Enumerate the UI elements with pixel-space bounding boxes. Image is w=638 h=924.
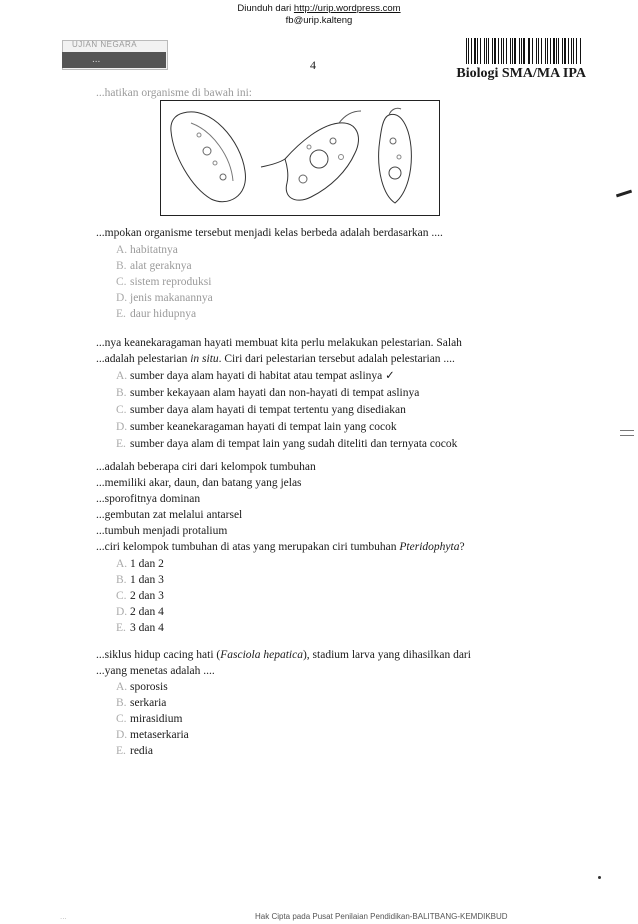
- q4-option-a: [116, 680, 168, 695]
- barcode-bar: [556, 38, 557, 64]
- q3-option-a-text: 1 dan 2: [130, 558, 164, 570]
- q2-line2-italic: in situ: [190, 353, 219, 365]
- q4-option-d-text: metaserkaria: [130, 729, 189, 741]
- barcode-bar: [510, 38, 511, 64]
- source-prefix: Diunduh dari: [237, 3, 294, 14]
- q4-option-e-letter: E.: [116, 745, 126, 757]
- q1-intro: ...hatikan organisme di bawah ini:: [96, 87, 252, 99]
- barcode-bar: [480, 38, 481, 64]
- q1-option-e: [116, 307, 196, 322]
- barcode-bar: [553, 38, 554, 64]
- q3-option-c: [116, 589, 164, 604]
- q4-option-c-letter: C.: [116, 713, 127, 725]
- q3-item-2: ...sporofitnya dominan: [96, 493, 201, 505]
- q3-stem-pre: ...ciri kelompok tumbuhan di atas yang merupakan ciri tumbuhan: [96, 541, 400, 553]
- q2-option-e-text: sumber daya alam di tempat lain yang sudah diteliti dan ternyata cocok: [130, 438, 458, 450]
- q4-option-c-text: mirasidium: [130, 713, 183, 725]
- q3-item-3: ...gembutan zat melalui antarsel: [96, 509, 243, 521]
- q2-option-d-text: sumber keanekaragaman hayati di tempat lain yang cocok: [130, 421, 397, 433]
- q4-option-b: [116, 696, 166, 711]
- barcode-bar: [541, 38, 542, 64]
- q2-option-b-letter: B.: [116, 387, 127, 399]
- q3-option-e-letter: E.: [116, 622, 126, 634]
- q2-option-a: [116, 369, 395, 384]
- barcode-bar: [488, 38, 489, 64]
- q4-line1-italic: Fasciola hepatica: [220, 649, 303, 661]
- q4-option-c: [116, 712, 182, 727]
- barcode-bar: [529, 38, 530, 64]
- q2-option-e: [116, 437, 457, 452]
- barcode-bar: [471, 38, 472, 64]
- q3-stem: [96, 540, 465, 555]
- q3-item-1: ...memiliki akar, daun, dan batang yang jelas: [96, 477, 302, 489]
- barcode-bar: [477, 38, 478, 64]
- q1-option-a: [116, 243, 178, 258]
- q3-option-b: [116, 573, 164, 588]
- q2-line2-post: . Ciri dari pelestarian tersebut adalah pelestarian ....: [218, 353, 455, 365]
- q4-option-b-text: serkaria: [130, 697, 167, 709]
- q2-option-e-letter: E.: [116, 438, 126, 450]
- q1-option-e-letter: E.: [116, 308, 126, 320]
- barcode-bar: [468, 38, 469, 64]
- barcode-bar: [550, 38, 551, 64]
- q1-option-e-text: daur hidupnya: [130, 308, 197, 320]
- q3-option-b-text: 1 dan 3: [130, 574, 164, 586]
- subject-title: Biologi SMA/MA IPA: [456, 66, 586, 81]
- barcode-bar: [514, 38, 516, 64]
- barcode-bar: [498, 38, 499, 64]
- q4-option-a-letter: A.: [116, 681, 128, 693]
- q2-line2: [96, 352, 455, 367]
- barcode-bar: [573, 38, 574, 64]
- q2-line2-pre: ...adalah pelestarian: [96, 353, 191, 365]
- q2-option-a-text: sumber daya alam hayati di habitat atau tempat aslinya ✓: [130, 370, 395, 382]
- q3-intro: ...adalah beberapa ciri dari kelompok tumbuhan: [96, 461, 316, 473]
- q4-line1: [96, 648, 471, 663]
- barcode-bar: [484, 38, 485, 64]
- organism-euglena: [379, 108, 412, 203]
- barcode-bar: [506, 38, 507, 64]
- q3-option-a-letter: A.: [116, 558, 128, 570]
- organism-illustration: [160, 100, 440, 216]
- q3-option-d-text: 2 dan 4: [130, 606, 164, 618]
- q2-option-a-letter: A.: [116, 370, 128, 382]
- source-fb: fb@urip.kalteng: [285, 15, 353, 26]
- q3-stem-italic: Pteridophyta: [399, 541, 460, 553]
- barcode-bar: [474, 38, 476, 64]
- q4-line1-pre: ...siklus hidup cacing hati (: [96, 649, 221, 661]
- source-url-link[interactable]: http://urip.wordpress.com: [293, 3, 401, 14]
- barcode-bar: [503, 38, 504, 64]
- q1-stem: [96, 226, 443, 241]
- q1-option-b-letter: B.: [116, 260, 127, 272]
- barcode-bar: [580, 38, 581, 64]
- organism-paramecium: [171, 112, 246, 202]
- barcode-bar: [523, 38, 524, 64]
- barcode-bar: [545, 38, 546, 64]
- speck-mark: [598, 876, 601, 879]
- barcode-bar: [521, 38, 522, 64]
- q4-option-d: [116, 728, 189, 743]
- barcode-bar: [466, 38, 467, 64]
- q3-option-d: [116, 605, 164, 620]
- barcode-bar: [562, 38, 563, 64]
- barcode-bar: [519, 38, 520, 64]
- q1-option-c-text: sistem reproduksi: [130, 276, 212, 288]
- q2-line1: ...nya keanekaragaman hayati membuat kita perlu melakukan pelestarian. Salah: [96, 337, 462, 349]
- q2-option-c-letter: C.: [116, 404, 127, 416]
- q1-option-c: [116, 275, 211, 290]
- margin-mark: [620, 430, 634, 436]
- q1-option-a-letter: A.: [116, 244, 128, 256]
- q2-option-b: [116, 386, 419, 401]
- q4-line1-post: ), stadium larva yang dihasilkan dari: [302, 649, 471, 661]
- q1-option-d-text: jenis makanannya: [130, 292, 213, 304]
- barcode-bar: [547, 38, 548, 64]
- barcode-bar: [486, 38, 487, 64]
- page-number: 4: [310, 58, 316, 72]
- q3-item-4: ...tumbuh menjadi protalium: [96, 525, 228, 537]
- exam-label: UJIAN NEGARA: [72, 40, 138, 49]
- barcode-bar: [492, 38, 493, 64]
- pen-mark: [616, 190, 632, 198]
- q4-option-b-letter: B.: [116, 697, 127, 709]
- barcode-bar: [576, 38, 577, 64]
- q3-option-d-letter: D.: [116, 606, 128, 618]
- q4-line2: ...yang menetas adalah ....: [96, 665, 215, 677]
- organism-drawing: [161, 101, 439, 215]
- q2-option-c-text: sumber daya alam hayati di tempat tertentu yang disediakan: [130, 404, 406, 416]
- organism-flagellate: [261, 111, 361, 200]
- q3-option-c-text: 2 dan 3: [130, 590, 164, 602]
- q1-option-c-letter: C.: [116, 276, 127, 288]
- q3-option-e-text: 3 dan 4: [130, 622, 164, 634]
- q2-option-b-text: sumber kekayaan alam hayati dan non-hayati di tempat aslinya: [130, 387, 420, 399]
- source-url-line: [0, 3, 638, 15]
- barcode-bar: [558, 38, 559, 64]
- q1-stem-text: ...mpokan organisme tersebut menjadi kelas berbeda adalah berdasarkan ....: [96, 227, 443, 239]
- barcode-bar: [568, 38, 569, 64]
- barcode-bar: [528, 38, 529, 64]
- barcode-bar: [494, 38, 496, 64]
- q4-option-a-text: sporosis: [130, 681, 168, 693]
- footer-left: ...: [60, 912, 67, 921]
- q1-option-b-text: alat geraknya: [130, 260, 192, 272]
- q4-option-e-text: redia: [130, 745, 153, 757]
- q4-option-d-letter: D.: [116, 729, 128, 741]
- barcode-bar: [571, 38, 572, 64]
- exam-tab: ...: [62, 52, 166, 68]
- q1-option-a-text: habitatnya: [130, 244, 178, 256]
- q1-option-d: [116, 291, 213, 306]
- barcode-bar: [512, 38, 513, 64]
- barcode-bar: [501, 38, 502, 64]
- barcode-bar: [532, 38, 533, 64]
- q3-option-e: [116, 621, 164, 636]
- q3-stem-post: ?: [459, 541, 465, 553]
- footer-copyright: Hak Cipta pada Pusat Penilaian Pendidikan-BALITBANG-KEMDIKBUD: [255, 912, 508, 921]
- q1-option-b: [116, 259, 192, 274]
- q3-option-c-letter: C.: [116, 590, 127, 602]
- barcode-bar: [536, 38, 537, 64]
- barcode: [466, 38, 582, 64]
- q2-option-d-letter: D.: [116, 421, 128, 433]
- q4-option-e: [116, 744, 153, 759]
- q2-option-d: [116, 420, 397, 435]
- q3-option-a: [116, 557, 164, 572]
- q1-option-d-letter: D.: [116, 292, 128, 304]
- barcode-bar: [538, 38, 540, 64]
- q3-option-b-letter: B.: [116, 574, 127, 586]
- barcode-bar: [564, 38, 566, 64]
- q2-option-c: [116, 403, 406, 418]
